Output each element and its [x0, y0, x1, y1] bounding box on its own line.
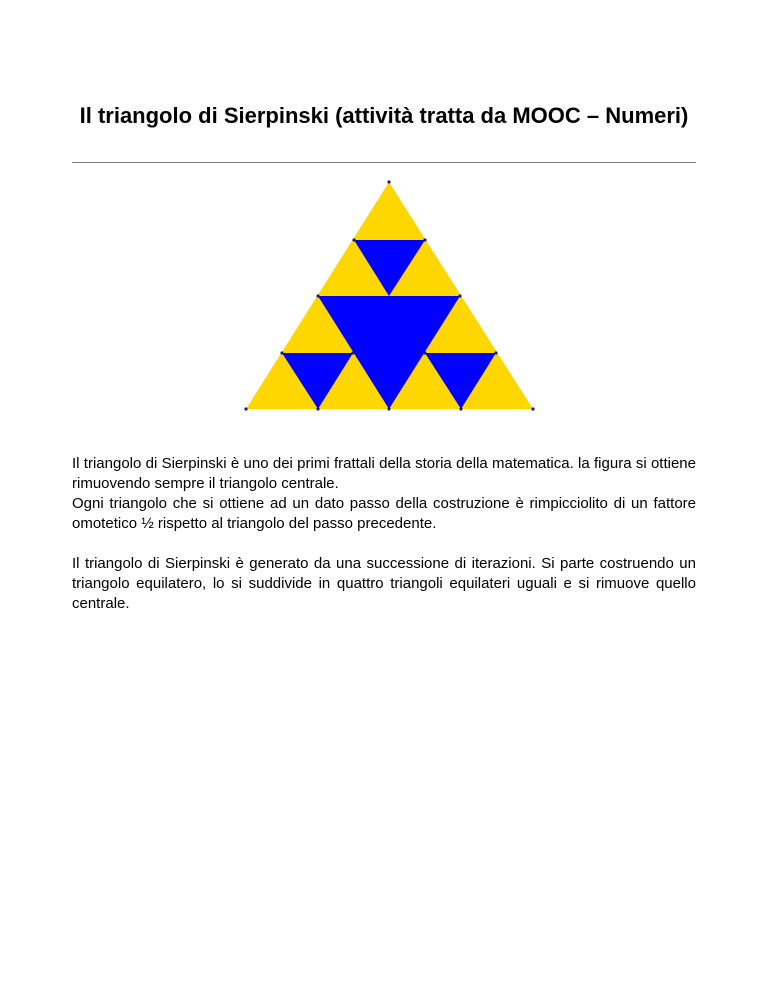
vertex-point: [387, 180, 390, 183]
paragraph: Il triangolo di Sierpinski è generato da una successione di iterazioni. Si parte costruendo un triangolo equilatero, lo si suddivide in quattro triangoli equilateri uguali e si rimuove quello centrale.: [72, 555, 696, 612]
vertex-point: [531, 407, 534, 410]
sierpinski-triangle-figure: [240, 178, 540, 414]
vertex-point: [494, 351, 497, 354]
paragraph: Ogni triangolo che si ottiene ad un dato passo della costruzione è rimpicciolito di un fattore omotetico ½ rispetto al triangolo del passo precedente.: [72, 495, 696, 532]
vertex-point: [423, 351, 426, 354]
vertex-point: [459, 407, 462, 410]
paragraph: Il triangolo di Sierpinski è uno dei primi frattali della storia della matematica. la figura si ottiene rimuovendo sempre il triangolo centrale.: [72, 455, 696, 492]
vertex-point: [280, 351, 283, 354]
vertex-point: [316, 294, 319, 297]
vertex-point: [458, 294, 461, 297]
vertex-point: [351, 351, 354, 354]
page-title: Il triangolo di Sierpinski (attività tratta da MOOC – Numeri): [79, 103, 689, 128]
vertex-point: [387, 407, 390, 410]
title-divider: [72, 162, 696, 163]
vertex-point: [316, 407, 319, 410]
vertex-point: [423, 238, 426, 241]
vertex-point: [244, 407, 247, 410]
vertex-point: [352, 238, 355, 241]
